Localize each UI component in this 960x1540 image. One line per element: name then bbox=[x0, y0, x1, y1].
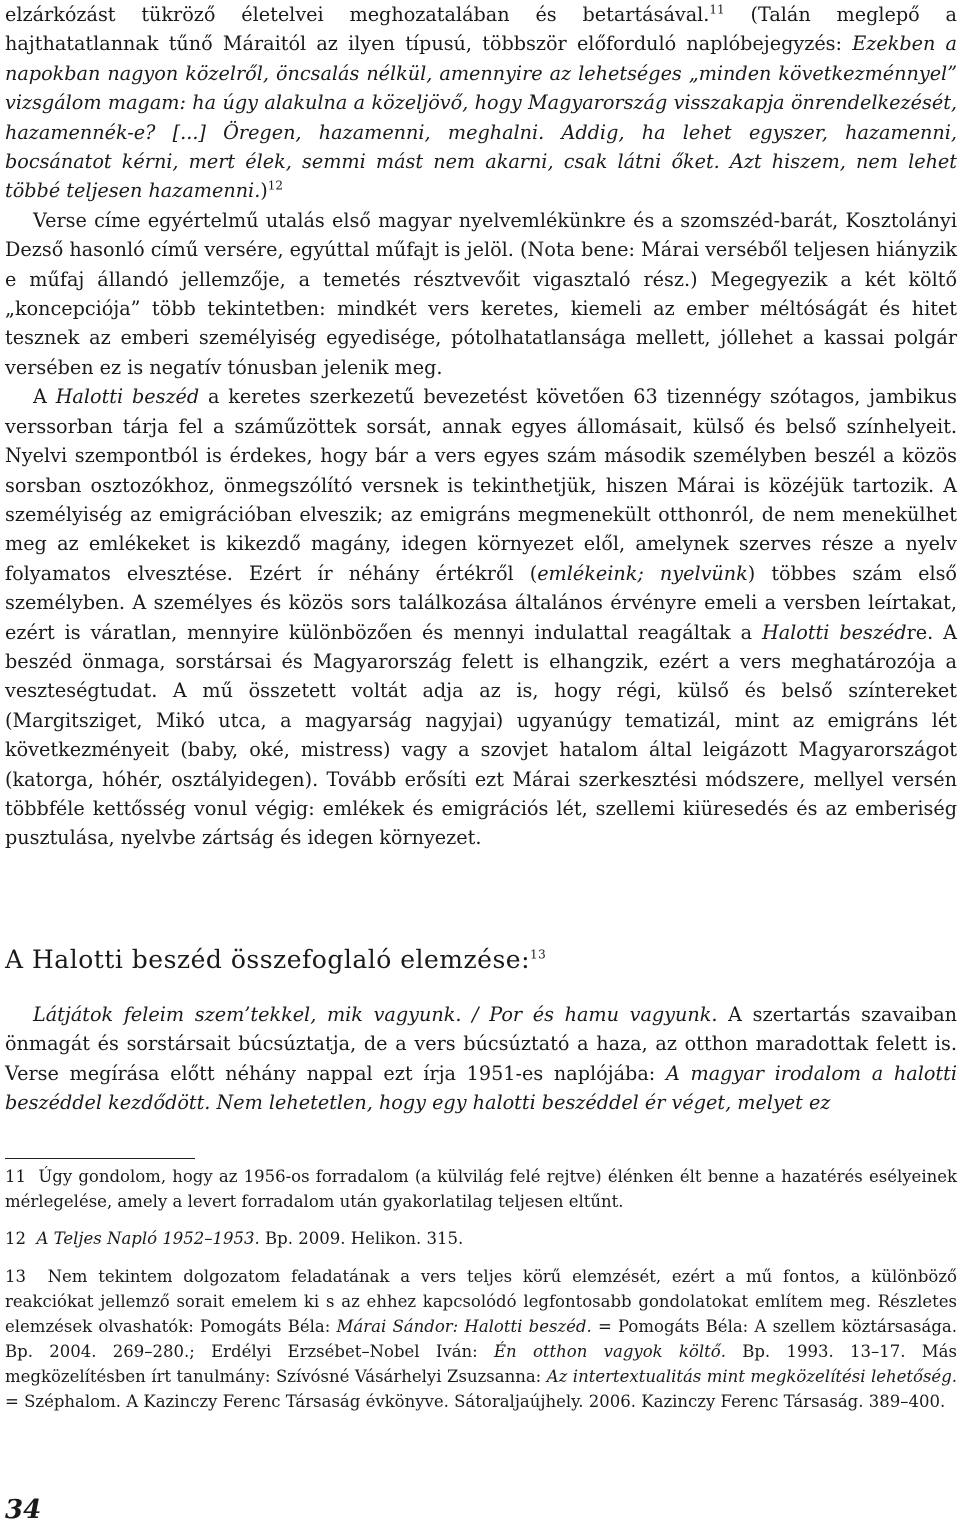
cited-title: Az intertextualitás mint megközelítési lehetőség. bbox=[546, 1367, 958, 1386]
page-number: 34 bbox=[5, 1495, 42, 1525]
paragraph-4 bbox=[5, 1000, 957, 1118]
poem-title: Halotti beszéd bbox=[761, 620, 907, 644]
footnote-11 bbox=[5, 1164, 957, 1214]
paragraph-1 bbox=[5, 0, 957, 206]
text-run: (Talán meglepő a hajthatatlannak tűnő Máraitól az ilyen típusú, többször előforduló naplóbejegyzés: bbox=[5, 3, 957, 56]
footnote-number: 12 bbox=[5, 1229, 26, 1248]
footnote-text: = Pomogáts Béla: A szellem köztársasága. Bp. 2004. 269–280.; Erdélyi Erzsébet–Nobel Iván: bbox=[5, 1317, 957, 1361]
footnote-text: = Széphalom. A Kazinczy Ferenc Társaság évkönyve. Sátoraljaújhely. 2006. Kazinczy Ferenc Társaság. 389–400. bbox=[5, 1392, 946, 1411]
footnote-ref-12[interactable]: 12 bbox=[267, 179, 284, 194]
footnote-text: Úgy gondolom, hogy az 1956-os forradalom (a külvilág felé rejtve) élénken élt benne a hazatérés esélyeinek mérlegelése, amely a levert forradalom után gyakorlatilag teljesen eltűnt. bbox=[5, 1167, 957, 1211]
footnote-text: Bp. 1993. 13–17. Más megközelítésben írt tanulmány: Szívósné Vásárhelyi Zsuzsanna: bbox=[5, 1342, 957, 1386]
body-text bbox=[5, 0, 957, 853]
heading-text: A Halotti beszéd összefoglaló elemzése: bbox=[5, 945, 531, 974]
poem-quote: Látjátok feleim szem’tekkel, mik vagyunk. / Por és hamu vagyunk. bbox=[33, 1003, 718, 1026]
cited-title: Márai Sándor: Halotti beszéd. bbox=[336, 1317, 592, 1336]
diary-quote: Ezekben a napokban nagyon közelről, öncsalás nélkül, amennyire az lehetséges „minden következménnyel” vizsgálom magam: ha úgy alakulna a közeljövő, hogy Magyarország visszakapja önrendelkezését, hazamennék-e? [...] Öregen, hazamenni, meghalni. Addig, ha lehet egyszer, hazamenni, bocsánatot kérni, mert élek, semmi mást nem akarni, csak látni őket. Azt hiszem, nem lehet többé teljesen hazamenni. bbox=[5, 32, 957, 203]
footnote-number: 13 bbox=[5, 1267, 26, 1286]
cited-title: Én otthon vagyok költő. bbox=[494, 1342, 726, 1361]
footnote-text: Bp. 2009. Helikon. 315. bbox=[259, 1229, 464, 1248]
text-run: A bbox=[33, 385, 56, 409]
text-run: A szertartás szavaiban önmagát és sorstársait búcsúztatja, de a vers búcsúztató a haza, az otthon maradottak felett is. Verse megírása előtt néhány nappal ezt írja 1951-es naplójába: bbox=[5, 1003, 957, 1085]
analysis-text bbox=[5, 1000, 957, 1118]
footnote-ref-13[interactable]: 13 bbox=[530, 947, 547, 962]
paragraph-2: Verse címe egyértelmű utalás első magyar nyelvemlékünkre és a szomszéd-barát, Kosztolányi Dezső hasonló című versére, egyúttal műfajt is jelöl. (Nota bene: Márai verséből teljesen hiányzik e műfaj állandó jellemzője, a temetés résztvevőit vigasztaló rész.) Megegyezik a két költő „koncepciója” több tekintetben: mindkét vers keretes, kiemeli az ember méltóságát és hitet tesznek az emberi személyiség egyedisége, pótolhatatlansága mellett, jóllehet a kassai polgár versében ez is negatív tónusban jelenik meg. bbox=[5, 208, 957, 379]
text-run: ) többes szám első személyben. A személyes és közös sors találkozása általános érvényre emeli a versben leírtakat, ezért is váratlan, mennyire különbözően és mennyi indulattal reagáltak a bbox=[5, 561, 957, 644]
text-run: ) bbox=[260, 179, 268, 203]
italic-words: emlékeink; nyelvünk bbox=[537, 561, 748, 585]
diary-quote: A magyar irodalom a halotti beszéddel kezdődött. Nem lehetetlen, hogy egy halotti beszéddel ér véget, melyet ez bbox=[5, 1061, 957, 1115]
footnote-divider bbox=[5, 1158, 195, 1159]
section-heading bbox=[5, 944, 546, 976]
paragraph-3 bbox=[5, 382, 957, 853]
footnote-13 bbox=[5, 1264, 957, 1414]
poem-title: Halotti beszéd bbox=[55, 385, 200, 409]
footnote-ref-11[interactable]: 11 bbox=[709, 2, 725, 17]
text-run: elzárkózást tükröző életelvei meghozatalában és betartásával. bbox=[5, 3, 710, 26]
book-title: A Teljes Napló 1952–1953. bbox=[36, 1229, 260, 1248]
text-run: a keretes szerkezetű bevezetést követően 63 tizennégy szótagos, jambikus verssorban tárja fel a száműzöttek sorsát, annak egyes állomásait, külső és belső színhelyeit. Nyelvi szempontból is érdekes, hogy bár a vers egyes szám második személyben beszél a közös sorsban osztozókhoz, önmegszólító versnek is tekinthetjük, hiszen Márai is közéjük tartozik. A személyiség az emigrációban elveszik; az emigráns megmenekült otthonról, de nem menekülhet meg az emlékeket is kikezdő magány, idegen környezet elől, amelynek szerves része a nyelv folyamatos elvesztése. Ezért ír néhány értékről ( bbox=[5, 385, 957, 585]
footnote-12 bbox=[5, 1226, 957, 1251]
footnote-number: 11 bbox=[5, 1167, 26, 1186]
footnote-text: Nem tekintem dolgozatom feladatának a vers teljes körű elemzését, ezért a mű fontos, a különböző reakciókat jellemző sorait emelem ki s az ehhez kapcsolódó legfontosabb gondolatokat említem meg. Részletes elemzések olvashatók: Pomogáts Béla: bbox=[5, 1267, 957, 1336]
text-run: re. A beszéd önmaga, sorstársai és Magyarország felett is elhangzik, ezért a vers meghatározója a veszteségtudat. A mű összetett voltát adja az is, hogy régi, külső és belső színtereket (Margitsziget, Mikó utca, a magyarság nagyjai) ugyanúgy tematizál, mint az emigráns lét következményeit (baby, oké, mistress) vagy a szovjet hatalom által leigázott Magyarországot (katorga, hóhér, osztályidegen). Tovább erősíti ezt Márai szerkesztési módszere, mellyel versén többféle kettősség vonul végig: emlékek és emigrációs lét, szellemi kiüresedés és az emberiség pusztulása, nyelvbe zártság és idegen környezet. bbox=[5, 620, 958, 850]
